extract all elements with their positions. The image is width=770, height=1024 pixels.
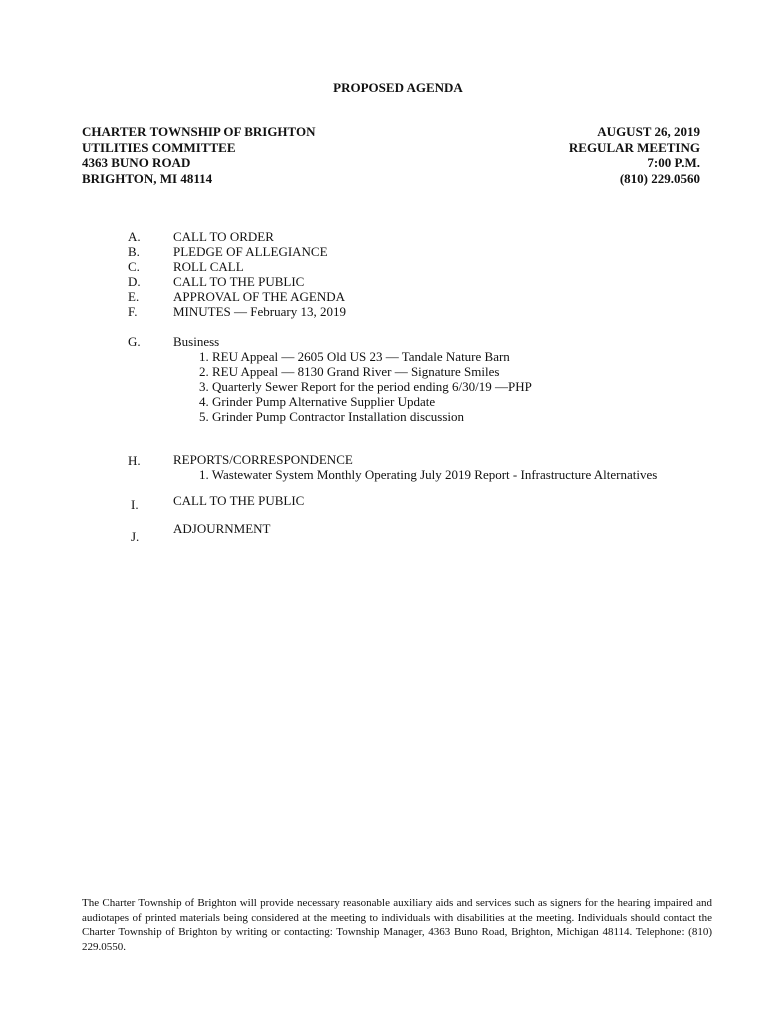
meeting-time: 7:00 P.M.	[647, 155, 700, 170]
city-address: BRIGHTON, MI 48114	[82, 170, 213, 186]
agenda-letter: F.	[128, 304, 138, 319]
business-item-text: 1. REU Appeal — 2605 Old US 23 — Tandale Nature Barn	[199, 349, 510, 364]
report-item-text: 1. Wastewater System Monthly Operating July 2019 Report - Infrastructure Alternatives	[199, 467, 658, 482]
agenda-letter: J.	[131, 529, 140, 544]
business-item-text: 4. Grinder Pump Alternative Supplier Update	[199, 394, 436, 409]
street-address: 4363 BUNO ROAD	[82, 155, 191, 170]
agenda-text: ROLL CALL	[173, 259, 244, 274]
agenda-text: PLEDGE OF ALLEGIANCE	[173, 244, 328, 259]
agenda-letter: E.	[128, 289, 140, 304]
business-item-text: 2. REU Appeal — 8130 Grand River — Signature Smiles	[199, 364, 500, 379]
agenda-text: REPORTS/CORRESPONDENCE	[173, 452, 353, 467]
agenda-text: Business	[173, 334, 220, 349]
agenda-letter: D.	[128, 274, 141, 289]
agenda-text: MINUTES — February 13, 2019	[173, 304, 346, 319]
agenda-letter: H.	[128, 453, 141, 468]
agenda-letter: A.	[128, 229, 141, 244]
agenda-letter: I.	[131, 497, 139, 512]
committee-name: UTILITIES COMMITTEE	[82, 139, 236, 155]
agenda-text: CALL TO ORDER	[173, 229, 274, 244]
township-name: CHARTER TOWNSHIP OF BRIGHTON	[82, 124, 316, 139]
agenda-letter: G.	[128, 334, 141, 349]
page-title: PROPOSED AGENDA	[333, 80, 463, 95]
phone-number: (810) 229.0560	[619, 170, 700, 186]
agenda-text: CALL TO THE PUBLIC	[173, 493, 305, 508]
header-right	[569, 124, 700, 186]
business-item-text: 3. Quarterly Sewer Report for the period ending 6/30/19 —PHP	[199, 379, 532, 394]
meeting-date: AUGUST 26, 2019	[597, 124, 700, 139]
agenda-letter: B.	[128, 244, 140, 259]
header-left	[82, 124, 315, 186]
agenda-text: CALL TO THE PUBLIC	[173, 274, 305, 289]
agenda-text: ADJOURNMENT	[173, 521, 271, 536]
agenda-text: APPROVAL OF THE AGENDA	[173, 289, 346, 304]
agenda-letter: C.	[128, 259, 140, 274]
accessibility-notice: The Charter Township of Brighton will provide necessary reasonable auxiliary aids and services such as signers for the hearing impaired and audiotapes of printed materials being considered at the meeting to individuals with disabilities at the meeting. Individuals should contact the Charter Township of Brighton by writing or contacting: Township Manager, 4363 Buno Road, Brighton, Michigan 48114. Telephone: (810) 229.0550.	[82, 897, 712, 953]
meeting-type: REGULAR MEETING	[568, 139, 700, 155]
business-item-text: 5. Grinder Pump Contractor Installation discussion	[199, 409, 465, 424]
